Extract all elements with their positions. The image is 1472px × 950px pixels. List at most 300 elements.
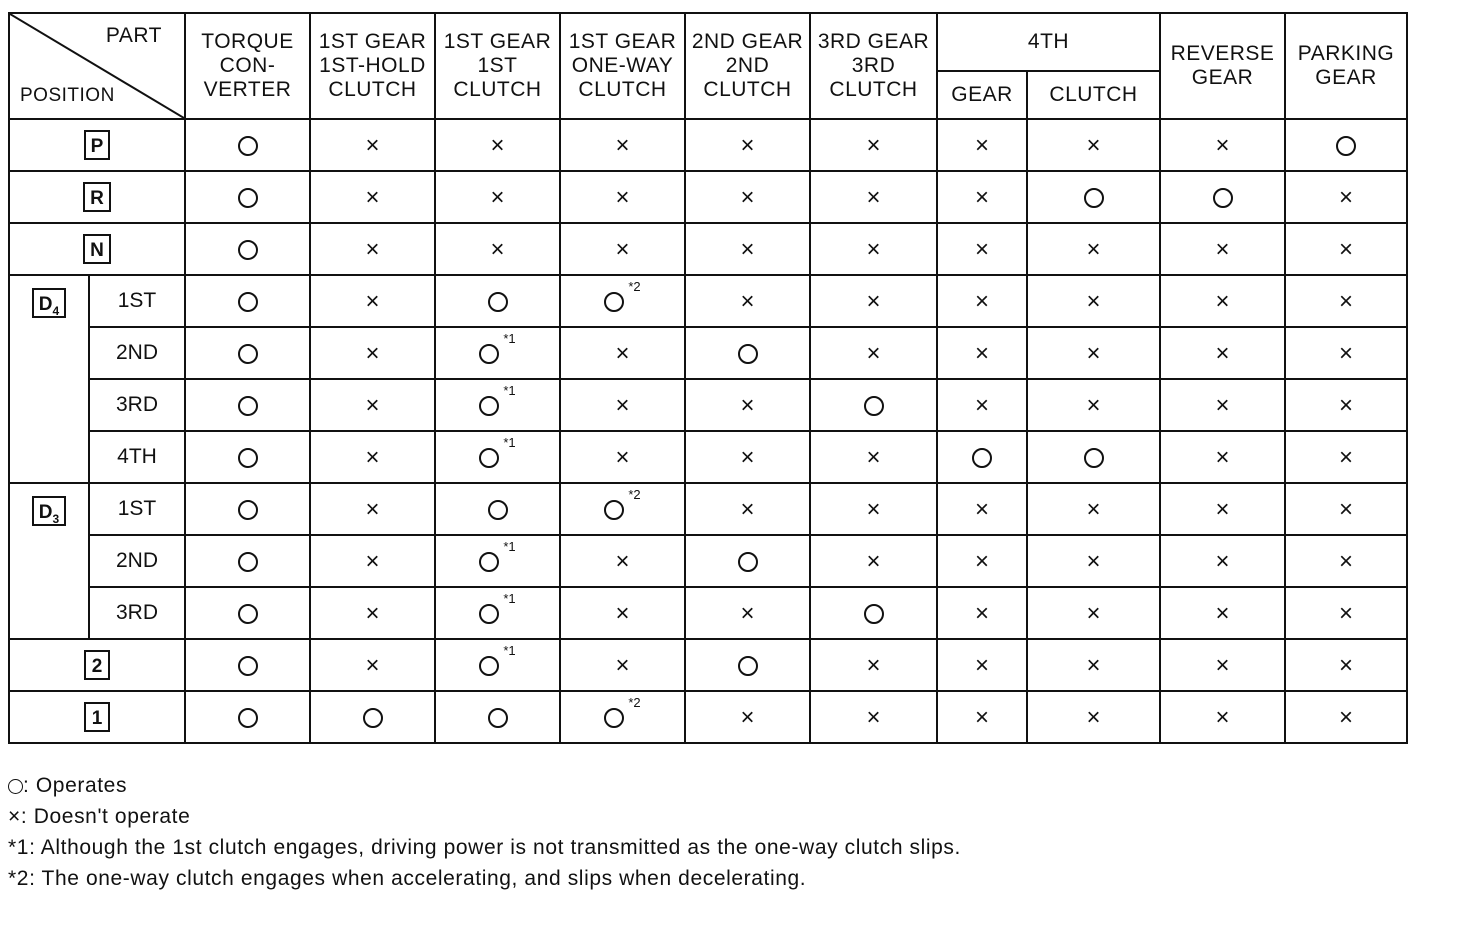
status-cell bbox=[1160, 639, 1285, 691]
cross-icon: × bbox=[1338, 339, 1353, 367]
status-cell bbox=[435, 639, 560, 691]
table-row bbox=[9, 223, 1407, 275]
legend bbox=[8, 770, 961, 894]
status-cell bbox=[1160, 691, 1285, 743]
cross-icon: × bbox=[1215, 547, 1230, 575]
status-cell bbox=[310, 223, 435, 275]
status-cell bbox=[685, 483, 810, 535]
circle-icon bbox=[972, 448, 992, 468]
range-group-d4 bbox=[9, 275, 89, 483]
status-cell bbox=[810, 639, 937, 691]
footnote-mark: *1 bbox=[503, 539, 516, 554]
circle-icon bbox=[238, 448, 258, 468]
status-cell bbox=[310, 639, 435, 691]
circle-icon bbox=[479, 448, 499, 468]
cross-icon: × bbox=[365, 287, 380, 315]
status-cell bbox=[810, 535, 937, 587]
circle-icon bbox=[363, 708, 383, 728]
status-cell bbox=[435, 171, 560, 223]
circle-icon bbox=[1336, 136, 1356, 156]
cross-icon: × bbox=[1338, 287, 1353, 315]
cross-icon: × bbox=[615, 131, 630, 159]
cross-icon: × bbox=[740, 183, 755, 211]
legend-operates: : Operates bbox=[8, 770, 961, 801]
cross-icon: × bbox=[1086, 651, 1101, 679]
footnote-mark: *1 bbox=[503, 643, 516, 658]
status-cell bbox=[810, 483, 937, 535]
status-cell bbox=[1027, 327, 1160, 379]
status-cell bbox=[1285, 639, 1407, 691]
circle-icon bbox=[479, 344, 499, 364]
status-cell bbox=[310, 431, 435, 483]
gear-label: 2ND bbox=[89, 535, 185, 587]
status-cell bbox=[1285, 483, 1407, 535]
status-cell bbox=[1160, 535, 1285, 587]
status-cell bbox=[435, 275, 560, 327]
status-cell bbox=[1160, 587, 1285, 639]
status-cell bbox=[1160, 223, 1285, 275]
cross-icon: × bbox=[1338, 703, 1353, 731]
cross-icon: × bbox=[1086, 703, 1101, 731]
cross-icon: × bbox=[974, 183, 989, 211]
footnote-mark: *1 bbox=[503, 383, 516, 398]
cross-icon: × bbox=[365, 183, 380, 211]
status-cell bbox=[810, 171, 937, 223]
status-cell bbox=[435, 483, 560, 535]
status-cell bbox=[810, 327, 937, 379]
status-cell bbox=[310, 379, 435, 431]
cross-icon: × bbox=[365, 131, 380, 159]
cross-icon: × bbox=[866, 703, 881, 731]
status-cell bbox=[310, 483, 435, 535]
range-label-d3: $D_3$ bbox=[32, 496, 66, 526]
status-cell bbox=[560, 431, 685, 483]
cross-icon: × bbox=[365, 443, 380, 471]
status-cell bbox=[1160, 275, 1285, 327]
circle-icon bbox=[238, 396, 258, 416]
circle-icon bbox=[604, 292, 624, 312]
range-cell bbox=[9, 691, 185, 743]
circle-icon bbox=[238, 136, 258, 156]
cross-icon: × bbox=[1086, 547, 1101, 575]
table-row bbox=[9, 535, 1407, 587]
circle-icon bbox=[238, 708, 258, 728]
status-cell bbox=[937, 691, 1027, 743]
cross-icon: × bbox=[866, 495, 881, 523]
cross-icon: × bbox=[974, 235, 989, 263]
status-cell bbox=[1285, 379, 1407, 431]
circle-icon bbox=[479, 552, 499, 572]
circle-icon bbox=[238, 656, 258, 676]
status-cell bbox=[1160, 379, 1285, 431]
cross-icon: × bbox=[1086, 131, 1101, 159]
status-cell bbox=[310, 119, 435, 171]
status-cell bbox=[560, 119, 685, 171]
col-one-way-clutch: 1ST GEAR ONE-WAY CLUTCH bbox=[560, 13, 685, 119]
status-cell bbox=[185, 327, 310, 379]
footnote-mark: *2 bbox=[628, 695, 641, 710]
status-cell bbox=[685, 327, 810, 379]
status-cell bbox=[810, 223, 937, 275]
status-cell bbox=[185, 275, 310, 327]
status-cell bbox=[937, 223, 1027, 275]
cross-icon: × bbox=[1215, 495, 1230, 523]
cross-icon: × bbox=[866, 339, 881, 367]
status-cell bbox=[937, 327, 1027, 379]
status-cell bbox=[1160, 327, 1285, 379]
range-group-d3 bbox=[9, 483, 89, 639]
circle-icon bbox=[238, 500, 258, 520]
cross-icon: × bbox=[866, 131, 881, 159]
circle-icon bbox=[1213, 188, 1233, 208]
circle-icon bbox=[488, 500, 508, 520]
cross-icon: × bbox=[1086, 235, 1101, 263]
status-cell bbox=[435, 379, 560, 431]
cross-icon: × bbox=[740, 599, 755, 627]
circle-icon bbox=[479, 396, 499, 416]
status-cell bbox=[937, 171, 1027, 223]
circle-icon bbox=[479, 656, 499, 676]
status-cell bbox=[435, 587, 560, 639]
cross-icon: × bbox=[740, 495, 755, 523]
status-cell bbox=[1027, 639, 1160, 691]
cross-icon: × bbox=[365, 391, 380, 419]
range-label: P bbox=[84, 130, 111, 160]
status-cell bbox=[310, 275, 435, 327]
status-cell bbox=[685, 379, 810, 431]
status-cell bbox=[1160, 431, 1285, 483]
cross-icon: × bbox=[1338, 183, 1353, 211]
cross-icon: × bbox=[615, 443, 630, 471]
status-cell bbox=[185, 587, 310, 639]
cross-icon: × bbox=[365, 339, 380, 367]
status-cell bbox=[685, 223, 810, 275]
status-cell bbox=[560, 587, 685, 639]
corner-header bbox=[9, 13, 185, 119]
cross-icon: × bbox=[365, 651, 380, 679]
status-cell bbox=[310, 171, 435, 223]
status-cell bbox=[1285, 223, 1407, 275]
range-cell bbox=[9, 171, 185, 223]
status-cell bbox=[560, 223, 685, 275]
cross-icon: × bbox=[490, 131, 505, 159]
status-cell bbox=[937, 119, 1027, 171]
status-cell bbox=[560, 171, 685, 223]
status-cell bbox=[810, 431, 937, 483]
status-cell bbox=[1285, 275, 1407, 327]
status-cell bbox=[435, 691, 560, 743]
cross-icon: × bbox=[740, 443, 755, 471]
table-row bbox=[9, 587, 1407, 639]
cross-icon: × bbox=[974, 287, 989, 315]
footnote-mark: *2 bbox=[628, 487, 641, 502]
status-cell bbox=[1027, 483, 1160, 535]
col-3rd-clutch: 3RD GEAR 3RD CLUTCH bbox=[810, 13, 937, 119]
circle-icon bbox=[864, 604, 884, 624]
table-row bbox=[9, 431, 1407, 483]
cross-icon: × bbox=[1338, 391, 1353, 419]
operation-table bbox=[8, 12, 1408, 744]
cross-icon: × bbox=[615, 547, 630, 575]
col-1st-clutch: 1ST GEAR 1ST CLUTCH bbox=[435, 13, 560, 119]
cross-icon: × bbox=[974, 339, 989, 367]
operation-table-sheet bbox=[8, 12, 1408, 744]
circle-icon bbox=[738, 656, 758, 676]
status-cell bbox=[310, 535, 435, 587]
status-cell bbox=[1285, 535, 1407, 587]
legend-note-1: *1: Although the 1st clutch engages, driving power is not transmitted as the one-way clutch slips. bbox=[8, 836, 961, 859]
cross-icon: × bbox=[866, 651, 881, 679]
cross-icon: × bbox=[365, 235, 380, 263]
cross-icon: × bbox=[1086, 391, 1101, 419]
status-cell bbox=[560, 691, 685, 743]
cross-icon: × bbox=[1338, 443, 1353, 471]
status-cell bbox=[685, 431, 810, 483]
cross-icon: × bbox=[615, 339, 630, 367]
status-cell bbox=[185, 171, 310, 223]
cross-icon: × bbox=[8, 805, 21, 828]
status-cell bbox=[685, 535, 810, 587]
status-cell bbox=[1285, 327, 1407, 379]
cross-icon: × bbox=[1215, 391, 1230, 419]
status-cell bbox=[435, 535, 560, 587]
status-cell bbox=[685, 691, 810, 743]
cross-icon: × bbox=[740, 287, 755, 315]
status-cell bbox=[810, 379, 937, 431]
operation-table-body bbox=[9, 119, 1407, 743]
cross-icon: × bbox=[1086, 287, 1101, 315]
status-cell bbox=[810, 119, 937, 171]
circle-icon bbox=[238, 604, 258, 624]
circle-icon bbox=[604, 500, 624, 520]
status-cell bbox=[1027, 171, 1160, 223]
status-cell bbox=[937, 431, 1027, 483]
cross-icon: × bbox=[1338, 599, 1353, 627]
status-cell bbox=[310, 587, 435, 639]
table-row bbox=[9, 327, 1407, 379]
status-cell bbox=[1285, 587, 1407, 639]
status-cell bbox=[185, 223, 310, 275]
range-cell bbox=[9, 119, 185, 171]
status-cell bbox=[560, 639, 685, 691]
status-cell bbox=[1027, 379, 1160, 431]
cross-icon: × bbox=[866, 443, 881, 471]
cross-icon: × bbox=[1215, 651, 1230, 679]
cross-icon: × bbox=[866, 287, 881, 315]
cross-icon: × bbox=[974, 703, 989, 731]
footnote-mark: *1 bbox=[503, 591, 516, 606]
cross-icon: × bbox=[615, 183, 630, 211]
status-cell bbox=[185, 483, 310, 535]
circle-icon bbox=[488, 708, 508, 728]
status-cell bbox=[1027, 587, 1160, 639]
status-cell bbox=[685, 639, 810, 691]
legend-note-2: *2: The one-way clutch engages when accelerating, and slips when decelerating. bbox=[8, 867, 807, 890]
col-2nd-clutch: 2ND GEAR 2ND CLUTCH bbox=[685, 13, 810, 119]
circle-icon bbox=[238, 552, 258, 572]
circle-icon bbox=[738, 344, 758, 364]
range-label: 2 bbox=[84, 650, 110, 680]
cross-icon: × bbox=[615, 391, 630, 419]
cross-icon: × bbox=[974, 599, 989, 627]
cross-icon: × bbox=[974, 131, 989, 159]
status-cell bbox=[1285, 171, 1407, 223]
cross-icon: × bbox=[866, 183, 881, 211]
col-4th-gear: GEAR bbox=[937, 71, 1027, 119]
gear-label: 3RD bbox=[89, 587, 185, 639]
circle-icon bbox=[604, 708, 624, 728]
cross-icon: × bbox=[1215, 443, 1230, 471]
cross-icon: × bbox=[1215, 599, 1230, 627]
status-cell bbox=[560, 327, 685, 379]
status-cell bbox=[435, 223, 560, 275]
status-cell bbox=[937, 483, 1027, 535]
circle-icon bbox=[864, 396, 884, 416]
cross-icon: × bbox=[490, 235, 505, 263]
cross-icon: × bbox=[740, 131, 755, 159]
cross-icon: × bbox=[740, 703, 755, 731]
cross-icon: × bbox=[365, 495, 380, 523]
status-cell bbox=[937, 535, 1027, 587]
range-cell bbox=[9, 223, 185, 275]
table-row bbox=[9, 483, 1407, 535]
status-cell bbox=[310, 691, 435, 743]
cross-icon: × bbox=[974, 651, 989, 679]
cross-icon: × bbox=[1338, 547, 1353, 575]
cross-icon: × bbox=[615, 235, 630, 263]
status-cell bbox=[185, 431, 310, 483]
cross-icon: × bbox=[740, 235, 755, 263]
cross-icon: × bbox=[866, 547, 881, 575]
legend-not-operate: ×: Doesn't operate bbox=[8, 805, 191, 828]
status-cell bbox=[560, 535, 685, 587]
status-cell bbox=[810, 275, 937, 327]
cross-icon: × bbox=[615, 599, 630, 627]
circle-icon bbox=[738, 552, 758, 572]
cross-icon: × bbox=[1215, 287, 1230, 315]
gear-label: 4TH bbox=[89, 431, 185, 483]
cross-icon: × bbox=[974, 547, 989, 575]
cross-icon: × bbox=[1086, 495, 1101, 523]
range-label: N bbox=[83, 234, 111, 264]
gear-label: 1ST bbox=[89, 483, 185, 535]
status-cell bbox=[560, 379, 685, 431]
table-row bbox=[9, 275, 1407, 327]
col-4th-clutch: CLUTCH bbox=[1027, 71, 1160, 119]
range-label-d4: $D_4$ bbox=[32, 288, 66, 318]
col-1st-hold-clutch: 1ST GEAR 1ST-HOLD CLUTCH bbox=[310, 13, 435, 119]
col-parking-gear: PARKING GEAR bbox=[1285, 13, 1407, 119]
cross-icon: × bbox=[1338, 235, 1353, 263]
status-cell bbox=[435, 119, 560, 171]
status-cell bbox=[1285, 119, 1407, 171]
cross-icon: × bbox=[740, 391, 755, 419]
circle-icon bbox=[479, 604, 499, 624]
status-cell bbox=[185, 691, 310, 743]
status-cell bbox=[435, 431, 560, 483]
footnote-mark: *1 bbox=[503, 331, 516, 346]
status-cell bbox=[185, 639, 310, 691]
status-cell bbox=[1027, 431, 1160, 483]
cross-icon: × bbox=[1338, 651, 1353, 679]
range-label: 1 bbox=[84, 702, 110, 732]
circle-icon bbox=[238, 188, 258, 208]
cross-icon: × bbox=[365, 599, 380, 627]
gear-label: 3RD bbox=[89, 379, 185, 431]
circle-icon bbox=[8, 779, 23, 794]
cross-icon: × bbox=[1215, 131, 1230, 159]
cross-icon: × bbox=[1215, 703, 1230, 731]
footnote-mark: *1 bbox=[503, 435, 516, 450]
col-4th-group: 4TH bbox=[937, 13, 1160, 71]
footnote-mark: *2 bbox=[628, 279, 641, 294]
status-cell bbox=[1285, 431, 1407, 483]
status-cell bbox=[1160, 171, 1285, 223]
status-cell bbox=[1160, 119, 1285, 171]
corner-part-label: PART bbox=[105, 24, 162, 47]
col-torque-converter: TORQUE CON- VERTER bbox=[185, 13, 310, 119]
cross-icon: × bbox=[866, 235, 881, 263]
corner-position-label: POSITION bbox=[20, 85, 115, 106]
status-cell bbox=[560, 275, 685, 327]
status-cell bbox=[1027, 223, 1160, 275]
status-cell bbox=[1285, 691, 1407, 743]
cross-icon: × bbox=[1086, 339, 1101, 367]
cross-icon: × bbox=[615, 651, 630, 679]
table-row bbox=[9, 379, 1407, 431]
status-cell bbox=[685, 587, 810, 639]
gear-label: 1ST bbox=[89, 275, 185, 327]
cross-icon: × bbox=[1338, 495, 1353, 523]
table-row bbox=[9, 171, 1407, 223]
cross-icon: × bbox=[1215, 235, 1230, 263]
status-cell bbox=[810, 691, 937, 743]
status-cell bbox=[685, 119, 810, 171]
range-cell bbox=[9, 639, 185, 691]
cross-icon: × bbox=[1215, 339, 1230, 367]
status-cell bbox=[937, 639, 1027, 691]
circle-icon bbox=[238, 344, 258, 364]
status-cell bbox=[937, 275, 1027, 327]
status-cell bbox=[185, 535, 310, 587]
status-cell bbox=[1027, 691, 1160, 743]
status-cell bbox=[1160, 483, 1285, 535]
table-row bbox=[9, 639, 1407, 691]
status-cell bbox=[1027, 275, 1160, 327]
col-reverse-gear: REVERSE GEAR bbox=[1160, 13, 1285, 119]
range-label: R bbox=[83, 182, 111, 212]
status-cell bbox=[810, 587, 937, 639]
status-cell bbox=[685, 275, 810, 327]
status-cell bbox=[435, 327, 560, 379]
status-cell bbox=[937, 379, 1027, 431]
circle-icon bbox=[238, 240, 258, 260]
status-cell bbox=[185, 119, 310, 171]
status-cell bbox=[937, 587, 1027, 639]
status-cell bbox=[560, 483, 685, 535]
circle-icon bbox=[1084, 448, 1104, 468]
status-cell bbox=[185, 379, 310, 431]
circle-icon bbox=[238, 292, 258, 312]
status-cell bbox=[1027, 119, 1160, 171]
table-row bbox=[9, 119, 1407, 171]
cross-icon: × bbox=[365, 547, 380, 575]
cross-icon: × bbox=[1086, 599, 1101, 627]
cross-icon: × bbox=[974, 391, 989, 419]
table-row bbox=[9, 691, 1407, 743]
cross-icon: × bbox=[974, 495, 989, 523]
circle-icon bbox=[1084, 188, 1104, 208]
